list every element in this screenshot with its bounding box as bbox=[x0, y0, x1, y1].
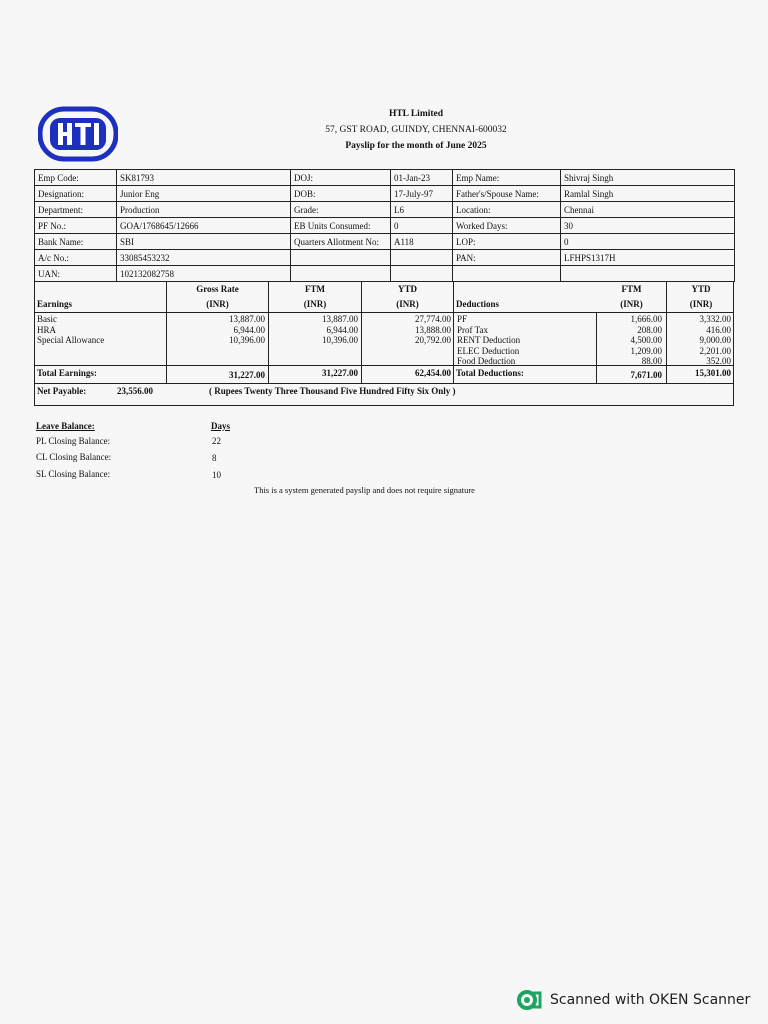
info-label: DOJ: bbox=[291, 170, 391, 186]
info-label: Quarters Allotment No: bbox=[291, 234, 391, 250]
info-label: Emp Code: bbox=[35, 170, 117, 186]
info-value: 30 bbox=[561, 218, 735, 234]
info-empty bbox=[291, 250, 391, 266]
total-deductions-label: Total Deductions: bbox=[456, 368, 524, 378]
info-value: 01-Jan-23 bbox=[391, 170, 453, 186]
info-value: GOA/1768645/12666 bbox=[117, 218, 291, 234]
info-label: UAN: bbox=[35, 266, 117, 282]
scanner-text: Scanned with OKEN Scanner bbox=[550, 992, 751, 1008]
total-earnings-gross: 31,227.00 bbox=[229, 370, 265, 380]
info-empty bbox=[561, 266, 735, 282]
info-value: A118 bbox=[391, 234, 453, 250]
info-label: Grade: bbox=[291, 202, 391, 218]
employee-info-table bbox=[34, 169, 735, 282]
total-earnings-label: Total Earnings: bbox=[37, 368, 97, 378]
info-value: Chennai bbox=[561, 202, 735, 218]
info-row bbox=[35, 250, 735, 266]
info-value: 0 bbox=[391, 218, 453, 234]
earnings-ftm-values: 13,887.00 6,944.00 10,396.00 bbox=[322, 314, 358, 345]
info-empty bbox=[291, 266, 391, 282]
sl-label: SL Closing Balance: bbox=[36, 469, 111, 479]
info-row bbox=[35, 218, 735, 234]
total-deductions-ytd: 15,301.00 bbox=[695, 368, 731, 378]
info-value: LFHPS1317H bbox=[561, 250, 735, 266]
cl-value: 8 bbox=[212, 453, 217, 463]
deductions-header: Deductions bbox=[456, 299, 500, 309]
info-label: Worked Days: bbox=[453, 218, 561, 234]
info-label: Location: bbox=[453, 202, 561, 218]
company-name: HTL Limited bbox=[388, 109, 444, 119]
leave-balance-header: Leave Balance: bbox=[36, 421, 95, 431]
earnings-deductions-table bbox=[34, 281, 734, 406]
deductions-names: PF Prof Tax RENT Deduction ELEC Deduction Food Deduction bbox=[457, 314, 521, 366]
deductions-ftm-header: FTM bbox=[621, 284, 642, 294]
company-logo bbox=[38, 106, 118, 162]
total-earnings-ftm: 31,227.00 bbox=[322, 368, 358, 378]
scanner-watermark bbox=[516, 989, 750, 1011]
info-value: Junior Eng bbox=[117, 186, 291, 202]
info-label: A/c No.: bbox=[35, 250, 117, 266]
pl-label: PL Closing Balance: bbox=[36, 436, 111, 446]
info-row bbox=[35, 170, 735, 186]
info-label: PF No.: bbox=[35, 218, 117, 234]
cl-label: CL Closing Balance: bbox=[36, 452, 112, 462]
deductions-ftm-values: 1,666.00 208.00 4,500.00 1,209.00 88.00 bbox=[630, 314, 662, 366]
pl-value: 22 bbox=[212, 436, 221, 446]
info-value: SK81793 bbox=[117, 170, 291, 186]
deductions-ytd-values: 3,332.00 416.00 9,000.00 2,201.00 352.00 bbox=[699, 314, 731, 366]
earnings-gross-header: Gross Rate bbox=[196, 284, 239, 294]
info-empty bbox=[453, 266, 561, 282]
earnings-gross-unit: (INR) bbox=[206, 299, 229, 309]
info-label: EB Units Consumed: bbox=[291, 218, 391, 234]
earnings-ytd-header: YTD bbox=[397, 284, 417, 294]
earnings-ftm-header: FTM bbox=[305, 284, 325, 294]
info-label: LOP: bbox=[453, 234, 561, 250]
info-row bbox=[35, 186, 735, 202]
info-row bbox=[35, 234, 735, 250]
info-value: 102132082758 bbox=[117, 266, 291, 282]
info-label: Father's/Spouse Name: bbox=[453, 186, 561, 202]
earnings-header: Earnings bbox=[37, 299, 73, 309]
info-label: PAN: bbox=[453, 250, 561, 266]
earnings-names: Basic HRA Special Allowance bbox=[37, 314, 105, 345]
earnings-ftm-unit: (INR) bbox=[303, 299, 327, 309]
info-value: Ramlal Singh bbox=[561, 186, 735, 202]
company-header bbox=[300, 106, 532, 154]
info-value: SBI bbox=[117, 234, 291, 250]
system-generated-note: This is a system generated payslip and does not require signature bbox=[254, 485, 475, 495]
deductions-ytd-unit: (INR) bbox=[689, 299, 713, 309]
sl-value: 10 bbox=[212, 470, 221, 480]
deductions-ftm-unit: (INR) bbox=[620, 299, 643, 309]
leave-days-header: Days bbox=[211, 421, 231, 431]
info-value: Production bbox=[117, 202, 291, 218]
info-value: 33085453232 bbox=[117, 250, 291, 266]
net-payable-words: ( Rupees Twenty Three Thousand Five Hundred Fifty Six Only ) bbox=[209, 386, 456, 396]
info-label: Bank Name: bbox=[35, 234, 117, 250]
info-label: Emp Name: bbox=[453, 170, 561, 186]
earnings-ytd-unit: (INR) bbox=[396, 299, 419, 309]
net-payable-amount: 23,556.00 bbox=[117, 386, 153, 396]
net-payable-label: Net Payable: bbox=[37, 386, 87, 396]
info-label: Designation: bbox=[35, 186, 117, 202]
info-label: Department: bbox=[35, 202, 117, 218]
info-value: 0 bbox=[561, 234, 735, 250]
info-empty bbox=[391, 250, 453, 266]
scanner-logo-icon bbox=[516, 989, 542, 1011]
total-deductions-ftm: 7,671.00 bbox=[630, 370, 662, 380]
info-value: 17-July-97 bbox=[391, 186, 453, 202]
info-empty bbox=[391, 266, 453, 282]
earnings-gross-values: 13,887.00 6,944.00 10,396.00 bbox=[229, 314, 265, 345]
info-value: Shivraj Singh bbox=[561, 170, 735, 186]
info-row bbox=[35, 266, 735, 282]
info-value: L6 bbox=[391, 202, 453, 218]
earnings-ytd-values: 27,774.00 13,888.00 20,792.00 bbox=[415, 314, 451, 345]
info-label: DOB: bbox=[291, 186, 391, 202]
company-address: 57, GST ROAD, GUINDY, CHENNAI-600032 bbox=[325, 125, 507, 135]
deductions-ytd-header: YTD bbox=[691, 284, 711, 294]
info-row bbox=[35, 202, 735, 218]
payslip-title: Payslip for the month of June 2025 bbox=[345, 141, 487, 151]
total-earnings-ytd: 62,454.00 bbox=[415, 368, 451, 378]
